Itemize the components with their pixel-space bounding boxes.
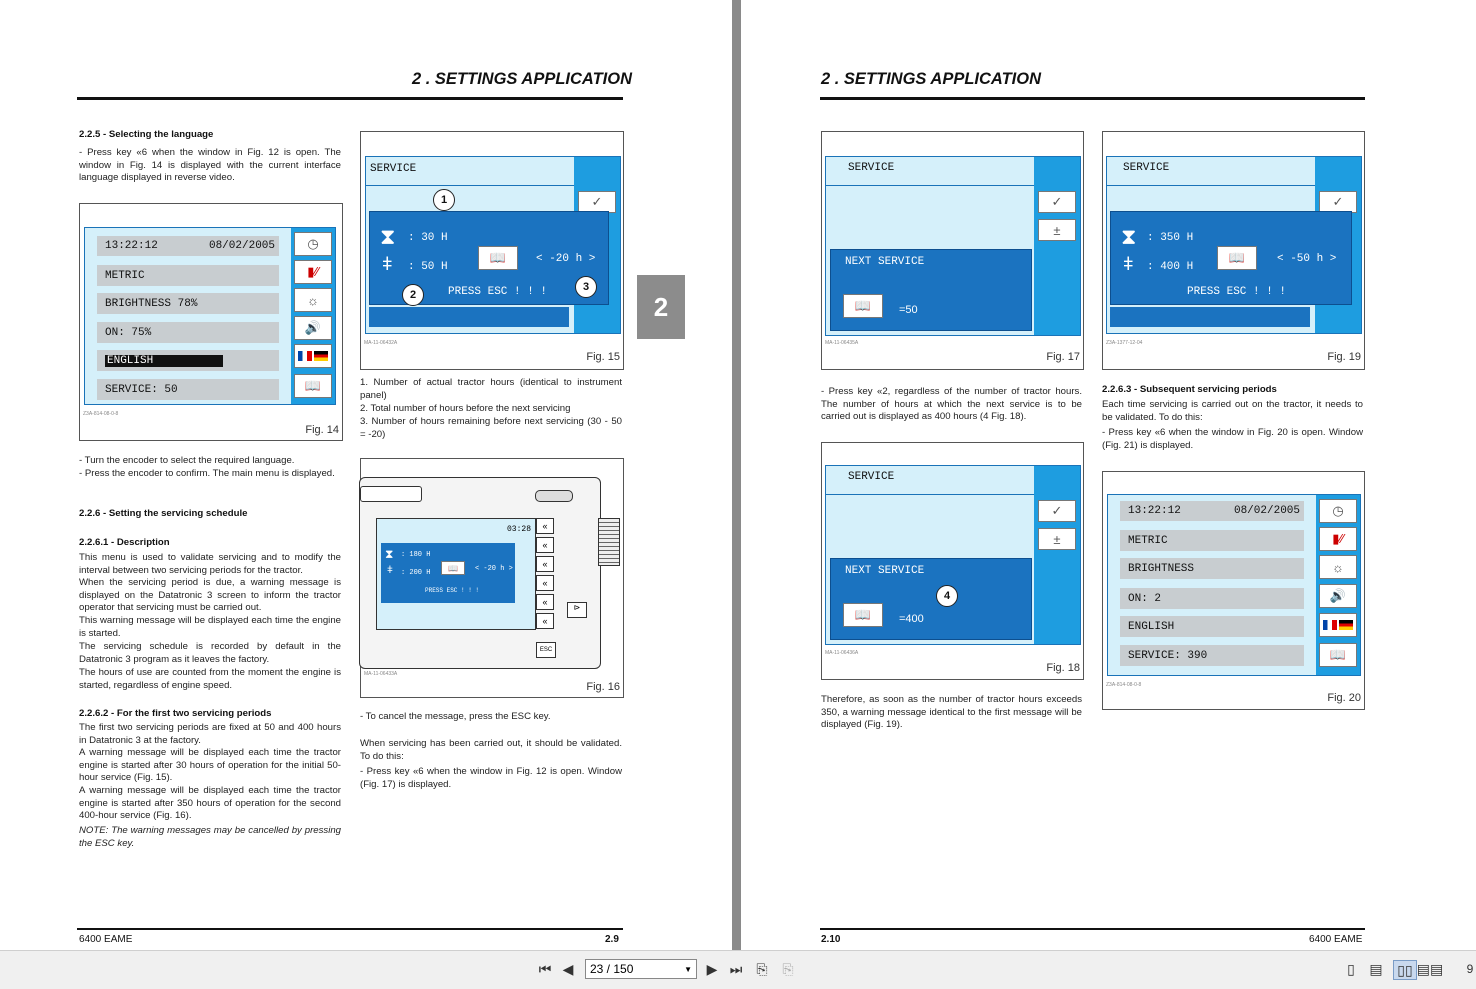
subsequent-p1: Each time servicing is carried out on the tractor, it needs to be validated. To do this: [1102, 399, 1363, 423]
press-esc-message: PRESS ESC ! ! ! [425, 587, 480, 594]
next-view-button[interactable]: ⎘ [782, 960, 794, 977]
units-icon: ▮∕∕ [1319, 527, 1357, 551]
two-page-continuous-view-icon[interactable]: ▤▤ [1416, 960, 1444, 977]
figure-18 [821, 442, 1084, 680]
description-p3: This warning message will be displayed each time the engine is started. [79, 615, 341, 639]
page-number-value: 23 / 150 [590, 962, 634, 976]
wrench-icon: ǂ [382, 254, 393, 274]
service-screen [365, 156, 621, 334]
note-text: NOTE: The warning messages may be cancelled by pressing the ESC key. [79, 825, 341, 849]
continuous-view-icon[interactable]: ▤ [1369, 960, 1383, 977]
description-p2: When the servicing period is due, a warning message is displayed on the Datatronic 3 screen to inform the tractor operator that servicing must be carried out. [79, 577, 341, 613]
clock-icon: ◷ [294, 232, 332, 256]
terminal-screen [376, 518, 536, 630]
figure-ref: Z3A-814-08-0-8 [83, 411, 119, 417]
speaker-icon: 🔊 [294, 316, 332, 340]
section-2-2-6-title: 2.2.6 - Setting the servicing schedule [79, 508, 248, 519]
language-row: ENGLISH [1120, 616, 1304, 637]
two-page-view-icon[interactable]: ▯▯ [1393, 960, 1417, 980]
screen-title: SERVICE [848, 471, 895, 483]
subsequent-p2: - Press key «6 when the window in Fig. 20 is open. Window (Fig. 21) is displayed. [1102, 427, 1363, 451]
service-screen [825, 156, 1081, 336]
terminal-warning-dialog [381, 543, 515, 603]
figure-16 [360, 458, 624, 698]
icon-column [1316, 495, 1360, 675]
icon-column [291, 228, 335, 404]
figure-caption: Fig. 18 [1046, 662, 1080, 674]
speaker-icon: 🔊 [1319, 584, 1357, 608]
date-value: 08/02/2005 [1233, 505, 1300, 517]
ok-book-icon: ✓ [1319, 191, 1357, 213]
edit-book-icon: ± [1038, 528, 1076, 550]
settings-screen [1107, 494, 1361, 676]
press-esc-message: PRESS ESC ! ! ! [448, 286, 548, 298]
figure-caption: Fig. 20 [1327, 692, 1361, 704]
figure-caption: Fig. 14 [305, 424, 339, 436]
remaining-hours: < -20 h > [475, 565, 513, 573]
cancel-message-text: - To cancel the message, press the ESC key. [360, 711, 551, 722]
legend-item-2: 2. Total number of hours before the next servicing [360, 403, 571, 414]
legend-item-1: 1. Number of actual tractor hours (identical to instrument panel) [360, 377, 622, 401]
service-book-icon: 📖 [294, 374, 332, 398]
footer-model: 6400 EAME [79, 934, 133, 945]
units-row: METRIC [97, 265, 279, 286]
date-value: 08/02/2005 [208, 240, 275, 252]
language-selected: ENGLISH [105, 355, 223, 367]
section-2-2-5-title: 2.2.5 - Selecting the language [79, 129, 214, 140]
brightness-icon: ☼ [1319, 555, 1357, 579]
ok-book-icon: ✓ [578, 191, 616, 213]
figure-caption: Fig. 19 [1327, 351, 1361, 363]
service-row: SERVICE: 390 [1120, 645, 1304, 666]
press-key-2-text: - Press key «2, regardless of the number of tractor hours. The number of hours at which the next service is to be carried out is displayed as 400 hours (4 Fig. 18). [821, 386, 1082, 422]
remaining-hours: < -50 h > [1277, 253, 1337, 265]
press-key-text: - Press key «6 when the window in Fig. 12 is open. Window (Fig. 17) is displayed. [360, 766, 622, 790]
last-page-button[interactable]: ⏭ [729, 960, 743, 977]
previous-page-button[interactable]: ◀ [562, 960, 574, 977]
service-book-icon: 📖 [1217, 246, 1257, 270]
section-2-2-6-1-title: 2.2.6.1 - Description [79, 537, 170, 548]
softkey-1[interactable]: « [536, 518, 554, 534]
service-book-icon: 📖 [1319, 643, 1357, 667]
callout-2: 2 [402, 284, 424, 306]
service-book-icon: 📖 [843, 603, 883, 627]
units-icon: ▮∕∕ [294, 260, 332, 284]
figure-15 [360, 131, 624, 370]
page-header-title: 2 . SETTINGS APPLICATION [412, 70, 633, 88]
service-row: SERVICE: 50 [97, 379, 279, 400]
viewer-toolbar [0, 950, 1476, 989]
hourglass-icon: ⧗ [1121, 224, 1137, 249]
footer-page-number: 2.9 [605, 934, 619, 945]
datatronic-terminal [359, 477, 601, 669]
first-page-button[interactable]: ⏮ [538, 960, 552, 977]
actual-hours: : 350 H [1147, 232, 1194, 244]
ok-book-icon: ✓ [1038, 191, 1076, 213]
figure-20 [1102, 471, 1365, 710]
settings-screen [84, 227, 336, 405]
callout-3: 3 [575, 276, 597, 298]
section-2-2-6-2-title: 2.2.6.2 - For the first two servicing periods [79, 708, 272, 719]
hourglass-icon: ⧗ [385, 547, 394, 561]
press-encoder-text: - Press the encoder to confirm. The main menu is displayed. [79, 468, 335, 479]
header-rule [820, 97, 1365, 100]
softkey-column [536, 518, 554, 630]
next-service-panel [830, 249, 1032, 331]
press-esc-message: PRESS ESC ! ! ! [1187, 286, 1287, 298]
page-number-input[interactable] [585, 959, 697, 979]
figure-ref: MA-11-06433A [364, 671, 398, 677]
brightness-icon: ☼ [294, 288, 332, 312]
figure-caption: Fig. 17 [1046, 351, 1080, 363]
zoom-value[interactable]: 9 [1466, 962, 1474, 976]
hourglass-icon: ⧗ [380, 224, 396, 249]
validated-text: When servicing has been carried out, it should be validated. To do this: [360, 738, 622, 762]
section-2-2-5-body: - Press key «6 when the window in Fig. 12 is open. The window in Fig. 14 is displayed with the current interface language displayed in reverse video. [79, 147, 341, 183]
figure-ref: MA-11-06436A [825, 650, 859, 656]
screen-title: SERVICE [848, 162, 895, 174]
remaining-hours: < -20 h > [536, 253, 596, 265]
softkey-5[interactable]: « [536, 594, 554, 610]
icon-column [1034, 157, 1080, 335]
next-service-hours: : 200 H [401, 569, 431, 577]
service-book-icon: 📖 [478, 246, 518, 270]
footer-rule [820, 928, 1365, 930]
first-service-p2: A warning message will be displayed each time the tractor engine is started after 30 hours of operation for the initial 50-hour service (Fig. 15). [79, 747, 341, 783]
language-row [97, 350, 279, 371]
description-p1: This menu is used to validate servicing and to modify the interval between two servicing periods for the tractor. [79, 552, 341, 576]
icon-column [1034, 466, 1080, 644]
softkey-2[interactable]: « [536, 537, 554, 553]
document-page-right [741, 0, 1476, 950]
turn-encoder-text: - Turn the encoder to select the required language. [79, 455, 295, 466]
therefore-text: Therefore, as soon as the number of tractor hours exceeds 350, a warning message identical to the first message will be displayed (Fig. 19). [821, 694, 1082, 730]
terminal-clock: 03:28 [506, 525, 531, 534]
figure-ref: MA-11-06432A [364, 340, 398, 346]
figure-ref: Z3A-1377-12-04 [1106, 340, 1143, 346]
time-date-row [1120, 501, 1304, 521]
brightness-row: BRIGHTNESS 78% [97, 293, 279, 314]
next-service-panel [830, 558, 1032, 640]
figure-19 [1102, 131, 1365, 370]
next-service-hours: : 50 H [408, 261, 448, 273]
flags-icon [1319, 613, 1357, 637]
clock-icon: ◷ [1319, 499, 1357, 523]
chevron-down-icon[interactable]: ▼ [684, 964, 692, 974]
footer-model: 6400 EAME [1309, 934, 1363, 945]
screen-title: SERVICE [370, 163, 417, 175]
figure-caption: Fig. 16 [586, 681, 620, 693]
actual-hours: : 30 H [408, 232, 448, 244]
callout-4: 4 [936, 585, 958, 607]
single-page-view-icon[interactable]: ▯ [1347, 960, 1355, 977]
screen-title: SERVICE [1123, 162, 1170, 174]
service-screen [1106, 156, 1362, 334]
flags-icon [294, 344, 332, 368]
next-service-value: =50 [899, 304, 918, 316]
figure-14 [79, 203, 343, 441]
legend-item-3: 3. Number of hours remaining before next servicing (30 - 50 = -20) [360, 416, 622, 440]
time-date-row [97, 236, 279, 256]
first-service-p3: A warning message will be displayed each time the tractor engine is started after 350 hours of operation for the second 400-hour service (Fig. 16). [79, 785, 341, 821]
service-book-icon: 📖 [843, 294, 883, 318]
clock-time: 13:22:12 [1128, 505, 1181, 517]
softkey-3[interactable]: « [536, 556, 554, 572]
actual-hours: : 180 H [401, 551, 431, 559]
brightness-row: BRIGHTNESS [1120, 558, 1304, 579]
edit-book-icon: ± [1038, 219, 1076, 241]
description-p5: The hours of use are counted from the moment the engine is started, regardless of engine speed. [79, 667, 341, 691]
encoder-knob[interactable] [598, 518, 620, 566]
callout-1: 1 [433, 189, 455, 211]
next-service-label: NEXT SERVICE [845, 256, 925, 268]
page-key[interactable]: ⊳ [567, 602, 587, 618]
esc-key[interactable]: ESC [536, 642, 556, 658]
chapter-tab: 2 [637, 275, 685, 339]
figure-caption: Fig. 15 [586, 351, 620, 363]
units-row: METRIC [1120, 530, 1304, 551]
footer-rule [77, 928, 623, 930]
clock-time: 13:22:12 [105, 240, 158, 252]
header-rule [77, 97, 623, 100]
figure-ref: MA-11-06435A [825, 340, 859, 346]
next-service-value: =400 [899, 613, 924, 625]
ok-book-icon: ✓ [1038, 500, 1076, 522]
wrench-icon: ǂ [1123, 254, 1134, 274]
next-page-button[interactable]: ▶ [706, 960, 718, 977]
softkey-6[interactable]: « [536, 613, 554, 629]
document-page-left [0, 0, 732, 950]
volume-row: ON: 2 [1120, 588, 1304, 609]
softkey-4[interactable]: « [536, 575, 554, 591]
footer-page-number: 2.10 [821, 934, 841, 945]
section-2-2-6-3-title: 2.2.6.3 - Subsequent servicing periods [1102, 384, 1277, 395]
page-header-title: 2 . SETTINGS APPLICATION [821, 70, 1042, 88]
volume-row: ON: 75% [97, 322, 279, 343]
service-book-icon: 📖 [441, 561, 465, 575]
description-p4: The servicing schedule is recorded by default in the Datatronic 3 program as it leaves the factory. [79, 641, 341, 665]
service-screen [825, 465, 1081, 645]
figure-17 [821, 131, 1084, 370]
figure-ref: Z3A-814-08-0-8 [1106, 682, 1142, 688]
next-service-label: NEXT SERVICE [845, 565, 925, 577]
previous-view-button[interactable]: ⎘ [756, 960, 768, 977]
wrench-icon: ǂ [387, 565, 393, 576]
first-service-p1: The first two servicing periods are fixed at 50 and 400 hours in Datatronic 3 at the factory. [79, 722, 341, 746]
next-service-hours: : 400 H [1147, 261, 1194, 273]
warning-dialog [1110, 211, 1352, 305]
